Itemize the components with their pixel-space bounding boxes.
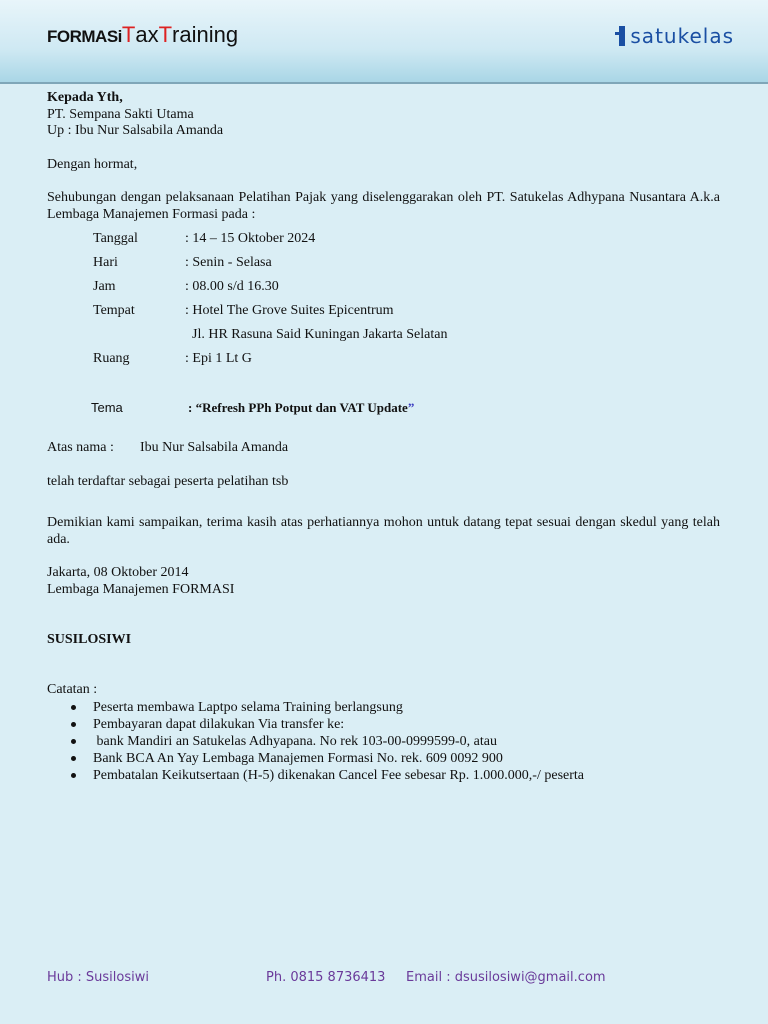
detail-row-ruang xyxy=(93,350,252,367)
tema-value xyxy=(188,400,414,415)
list-item: Bank BCA An Yay Lembaga Manajemen Formasi No. rek. 609 0092 900 xyxy=(47,750,584,767)
footer-phone: Ph. 0815 8736413 xyxy=(266,970,386,985)
logo-raining: raining xyxy=(172,22,239,47)
detail-label: Tanggal xyxy=(93,231,138,246)
tema-title: : “Refresh PPh Potput dan VAT Update xyxy=(188,400,408,415)
logo-t1: T xyxy=(121,22,136,47)
satukelas-logo xyxy=(619,24,734,48)
detail-value: : 14 – 15 Oktober 2024 xyxy=(185,231,316,246)
closing-paragraph: Demikian kami sampaikan, terima kasih atas perhatiannya mohon untuk datang tepat sesuai dengan skedul yang telah ada. xyxy=(47,515,720,547)
list-item: bank Mandiri an Satukelas Adhyapana. No rek 103-00-0999599-0, atau xyxy=(47,733,584,750)
intro-paragraph: Sehubungan dengan pelaksanaan Pelatihan Pajak yang diselenggarakan oleh PT. Satukelas Adhypana Nusantara A.k.a Lembaga Manajemen Formasi pada : xyxy=(47,190,720,222)
atas-nama-value: Ibu Nur Salsabila Amanda xyxy=(140,440,289,455)
letterhead xyxy=(0,0,768,84)
organization-name: Lembaga Manajemen FORMASI xyxy=(47,582,235,597)
detail-row-hari xyxy=(93,254,272,271)
detail-value: : Hotel The Grove Suites Epicentrum xyxy=(185,303,394,318)
detail-label: Hari xyxy=(93,255,118,270)
detail-value: Jl. HR Rasuna Said Kuningan Jakarta Selatan xyxy=(185,327,448,342)
logo-formasi-text: FORMASi xyxy=(47,27,122,46)
tema-row xyxy=(91,399,414,417)
atas-nama-label: Atas nama : xyxy=(47,440,114,455)
footer-email: Email : dsusilosiwi@gmail.com xyxy=(406,970,606,985)
detail-value: : Epi 1 Lt G xyxy=(185,351,252,366)
recipient-heading: Kepada Yth, xyxy=(47,90,123,105)
formasi-logo xyxy=(47,22,238,52)
tema-label: Tema xyxy=(91,400,123,415)
detail-label: Jam xyxy=(93,279,116,294)
satukelas-logo-icon xyxy=(619,26,625,46)
logo-ax: ax xyxy=(135,22,159,47)
footer-hub: Hub : Susilosiwi xyxy=(47,970,149,985)
notes-list xyxy=(47,699,584,784)
list-item: Pembayaran dapat dilakukan Via transfer ke: xyxy=(47,716,584,733)
detail-value: : 08.00 s/d 16.30 xyxy=(185,279,279,294)
detail-row-tempat xyxy=(93,302,394,319)
list-item: Peserta membawa Laptpo selama Training berlangsung xyxy=(47,699,584,716)
tema-close-quote: ” xyxy=(407,400,415,415)
registered-text: telah terdaftar sebagai peserta pelatihan tsb xyxy=(47,474,289,489)
recipient-company: PT. Sempana Sakti Utama xyxy=(47,107,194,122)
notes-title: Catatan : xyxy=(47,682,98,697)
detail-row-address xyxy=(93,326,447,343)
logo-t2: T xyxy=(158,22,173,47)
recipient-attention: Up : Ibu Nur Salsabila Amanda xyxy=(47,123,224,138)
detail-row-tanggal xyxy=(93,230,315,247)
list-item: Pembatalan Keikutsertaan (H-5) dikenakan Cancel Fee sebesar Rp. 1.000.000,-/ peserta xyxy=(47,767,584,784)
salutation: Dengan hormat, xyxy=(47,157,138,172)
notes-section xyxy=(47,681,584,784)
place-date: Jakarta, 08 Oktober 2014 xyxy=(47,565,189,580)
detail-label: Tempat xyxy=(93,303,135,318)
signatory-name: SUSILOSIWI xyxy=(47,632,132,647)
detail-label: Ruang xyxy=(93,351,130,366)
satukelas-logo-text: satukelas xyxy=(630,24,734,48)
detail-value: : Senin - Selasa xyxy=(185,255,272,270)
detail-row-jam xyxy=(93,278,279,295)
